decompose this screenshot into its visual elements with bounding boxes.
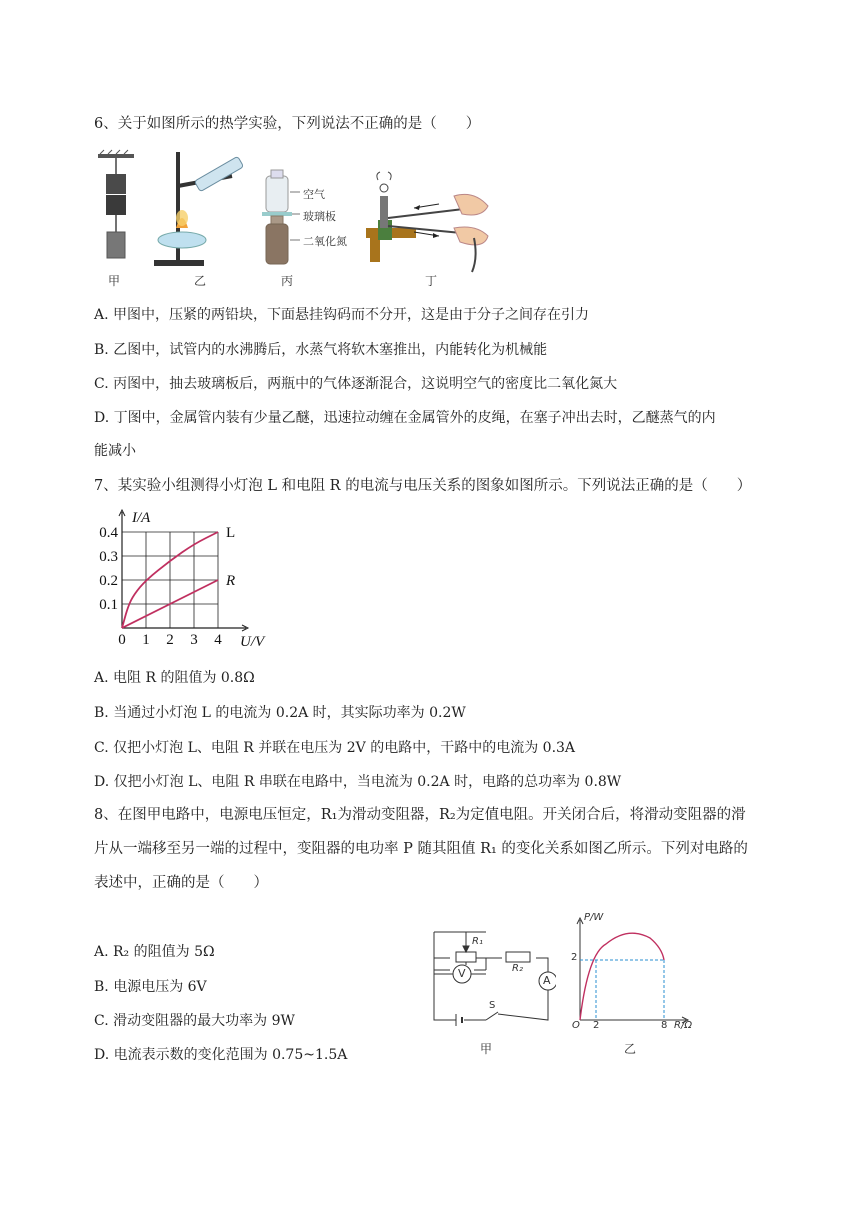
q8-stem-line-2: 片从一端移至另一端的过程中，变阻器的电功率 P 随其阻值 R₁ 的变化关系如图乙所示。下列对电路的 xyxy=(94,841,748,857)
voltmeter-label: V xyxy=(458,967,466,980)
y-tick-label: 0.1 xyxy=(99,597,118,613)
bottle-label-glass: 玻璃板 xyxy=(303,210,336,223)
fig-label-jia: 甲 xyxy=(108,274,121,288)
gas-bottles-illustration xyxy=(262,170,300,264)
circuit-caption: 甲 xyxy=(480,1042,493,1056)
q7-stem: 7、某实验小组测得小灯泡 L 和电阻 R 的电流与电压关系的图象如图所示。下列说法正确的是（ ） xyxy=(94,478,752,494)
y-tick-label: 0.4 xyxy=(99,525,118,541)
x-tick-label: 0 xyxy=(118,632,126,648)
x-tick-label: 2 xyxy=(166,632,174,648)
x-tick-label: 1 xyxy=(142,632,150,648)
bottle-label-air: 空气 xyxy=(303,188,325,201)
fig-label-ding: 丁 xyxy=(425,274,438,288)
q7-option-b: B. 当通过小灯泡 L 的电流为 0.2A 时，其实际功率为 0.2W xyxy=(94,705,466,721)
bottle-label-no2: 二氧化氮 xyxy=(303,235,347,248)
power-resistance-graph xyxy=(566,914,696,1034)
x-tick-label: 4 xyxy=(214,632,222,648)
test-tube-illustration xyxy=(154,152,244,266)
y-tick-label: 0.2 xyxy=(99,573,118,589)
q7-option-d: D. 仅把小灯泡 L、电阻 R 串联在电路中，当电流为 0.2A 时，电路的总功率为 0.8W xyxy=(94,774,622,790)
q7-option-a: A. 电阻 R 的阻值为 0.8Ω xyxy=(94,670,255,686)
circuit-diagram xyxy=(426,924,556,1028)
fig-label-yi: 乙 xyxy=(194,274,207,288)
series-label-L: L xyxy=(226,525,236,541)
iu-chart xyxy=(94,506,284,656)
y-axis-label: I/A xyxy=(132,510,151,526)
q8-option-b: B. 电源电压为 6V xyxy=(94,979,207,995)
graph-ylabel: P/W xyxy=(584,912,604,923)
q7-option-c: C. 仅把小灯泡 L、电阻 R 并联在电压为 2V 的电路中，干路中的电流为 0.3A xyxy=(94,740,576,756)
q6-option-d-cont: 能减小 xyxy=(94,443,136,459)
series-label-R: R xyxy=(226,573,236,589)
q8-stem-line-1: 8、在图甲电路中，电源电压恒定，R₁为滑动变阻器，R₂为定值电阻。开关闭合后，将滑动变阻器的滑 xyxy=(94,807,746,823)
ammeter-label: A xyxy=(543,974,551,987)
q8-option-d: D. 电流表示数的变化范围为 0.75~1.5A xyxy=(94,1047,348,1063)
graph-ytick-2: 2 xyxy=(571,952,578,963)
q6-stem: 6、关于如图所示的热学实验，下列说法不正确的是（ ） xyxy=(94,116,481,132)
graph-origin: O xyxy=(572,1020,580,1031)
fig-label-bing: 丙 xyxy=(281,274,294,288)
q8-option-c: C. 滑动变阻器的最大功率为 9W xyxy=(94,1013,295,1029)
lead-blocks-illustration xyxy=(98,150,134,258)
graph-xtick-2: 2 xyxy=(593,1020,600,1031)
q6-option-a: A. 甲图中，压紧的两铅块，下面悬挂钩码而不分开，这是由于分子之间存在引力 xyxy=(94,307,590,323)
graph-caption: 乙 xyxy=(624,1042,637,1056)
graph-xlabel: R/Ω xyxy=(674,1020,692,1031)
x-axis-label: U/V xyxy=(240,634,265,650)
circuit-label-r2: R₂ xyxy=(512,963,523,974)
q6-option-c: C. 丙图中，抽去玻璃板后，两瓶中的气体逐渐混合，这说明空气的密度比二氧化氮大 xyxy=(94,376,618,392)
q8-stem-line-3: 表述中，正确的是（ ） xyxy=(94,875,268,891)
switch-label: S xyxy=(489,1000,496,1011)
y-tick-label: 0.3 xyxy=(99,549,118,565)
q6-option-b: B. 乙图中，试管内的水沸腾后，水蒸气将软木塞推出，内能转化为机械能 xyxy=(94,342,548,358)
x-tick-label: 3 xyxy=(190,632,198,648)
circuit-label-r1: R₁ xyxy=(472,936,483,947)
graph-xtick-8: 8 xyxy=(661,1020,668,1031)
q8-option-a: A. R₂ 的阻值为 5Ω xyxy=(94,944,215,960)
q6-option-d: D. 丁图中，金属管内装有少量乙醚，迅速拉动缠在金属管外的皮绳，在塞子冲出去时，乙醚蒸气的内 xyxy=(94,410,716,426)
metal-tube-illustration xyxy=(366,172,488,272)
